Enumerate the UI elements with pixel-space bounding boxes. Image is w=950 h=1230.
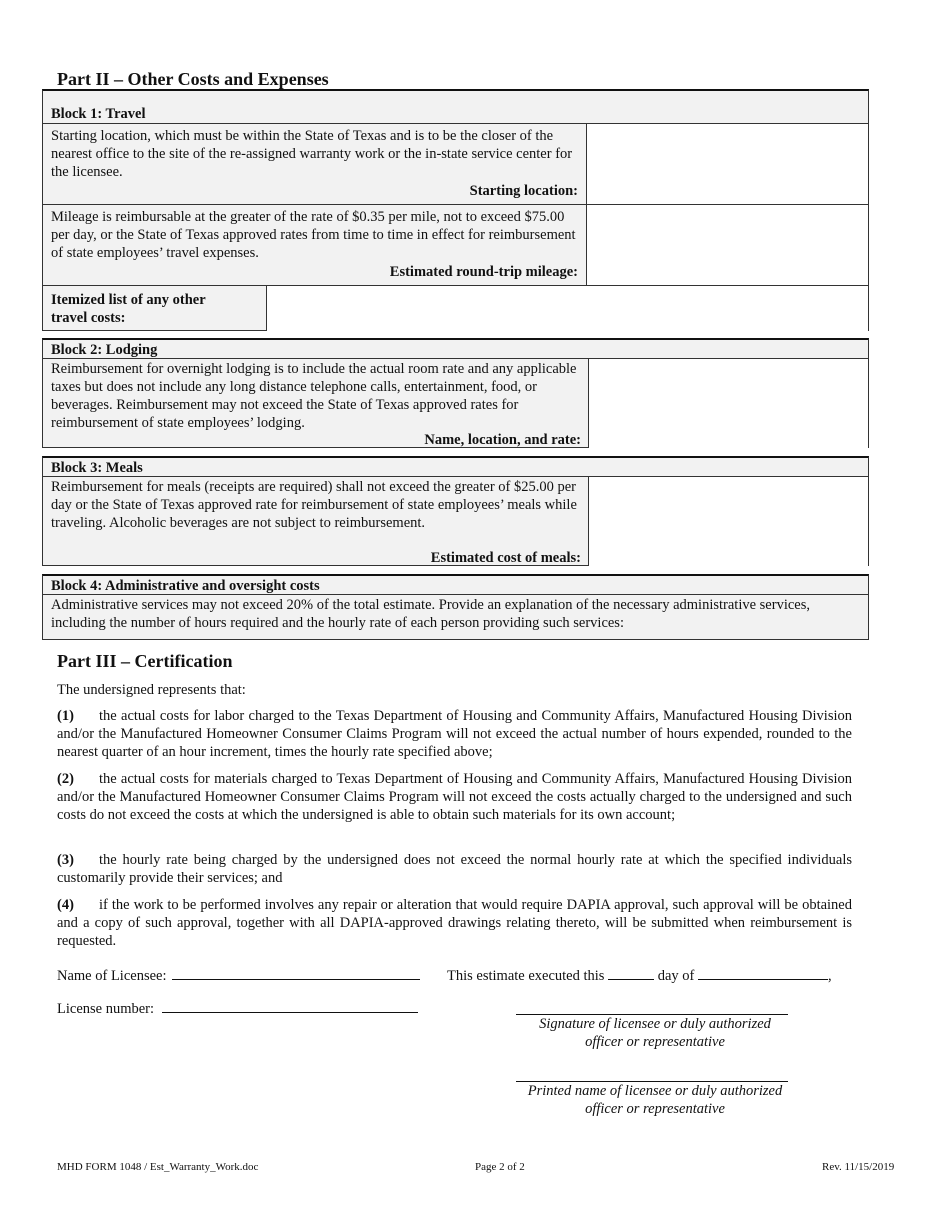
mileage-field[interactable] [586,205,868,285]
item-text: the hourly rate being charged by the undersigned does not exceed the normal hourly rate at which the specified individuals customarily provide their services; and [57,852,852,886]
mileage-text: Mileage is reimbursable at the greater of the rate of $0.35 per mile, not to exceed $75.00 per day, or the State of Texas approved rates from time to time in effect for reimbursement of state employees’ travel expenses. [51,209,576,261]
license-number-row [57,998,418,1018]
item-number: (3) [57,852,74,868]
admin-text: Administrative services may not exceed 20% of the total estimate. Provide an explanation of the necessary administrative services, including the number of hours required and the hourly rate of each person providing such services: [51,597,810,631]
other-travel-label: Itemized list of any other travel costs: [51,292,206,326]
signature-caption: Signature of licensee or duly authorized officer or representative [539,1016,771,1050]
certification-item-2 [57,770,852,824]
item-number: (4) [57,897,74,913]
meals-label: Estimated cost of meals: [430,550,581,566]
starting-location-label: Starting location: [469,183,578,199]
starting-location-field[interactable] [586,124,868,204]
executed-middle: day of [657,968,695,984]
licensee-name-row [57,965,420,985]
divider [43,594,868,595]
certification-item-4 [57,896,852,950]
printed-name-caption: Printed name of licensee or duly authorized officer or representative [527,1083,783,1117]
item-number: (2) [57,771,74,787]
executed-day-field[interactable] [608,965,654,980]
block3-title: Block 3: Meals [51,460,143,476]
part3-intro: The undersigned represents that: [57,682,246,698]
mileage-label: Estimated round-trip mileage: [389,264,578,280]
license-number-field[interactable] [162,998,418,1013]
block4-admin [42,574,869,640]
executed-suffix: , [827,968,832,984]
block1-title: Block 1: Travel [51,106,146,122]
part2-heading: Part II – Other Costs and Expenses [57,69,329,89]
licensee-name-field[interactable] [172,965,420,980]
item-text: the actual costs for labor charged to the Texas Department of Housing and Community Affairs, Manufactured Housing Division and/or the Manufactured Homeowner Consumer Claims Program will not exceed the actual number of hours expended, rounded to the nearest quarter of an hour increment, times the hourly rate specified above; [57,708,852,760]
licensee-name-label: Name of Licensee: [57,968,167,984]
meals-field[interactable] [588,477,868,566]
item-text: if the work to be performed involves any repair or alteration that would require DAPIA approval, such approval will be obtained and a copy of such approval, together with all DAPIA-approved drawings relating thereto, will be submitted when reimbursement is requested. [57,897,852,949]
executed-row [447,965,832,985]
block2-lodging [42,338,869,448]
footer-page-number: Page 2 of 2 [475,1161,525,1173]
lodging-text: Reimbursement for overnight lodging is to include the actual room rate and any applicable taxes but does not include any long distance telephone calls, entertainment, food, or beverages. Reimbursement may not exceed the State of Texas approved rates for reimbursement of state employees’ lodging. [51,361,577,431]
block3-meals [42,456,869,566]
starting-location-text: Starting location, which must be within the State of Texas and is to be the closer of the nearest office to the site of the re-assigned warranty work or the in-state service center for the licensee. [51,128,573,180]
item-number: (1) [57,708,74,724]
certification-item-1 [57,707,852,761]
license-number-label: License number: [57,1001,155,1017]
footer-form-id: MHD FORM 1048 / Est_Warranty_Work.doc [57,1161,259,1173]
lodging-label: Name, location, and rate: [424,432,581,448]
item-text: the actual costs for materials charged to Texas Department of Housing and Community Affairs, Manufactured Housing Division and/or the Manufactured Homeowner Consumer Claims Program will not exceed the costs actually charged to the undersigned and such costs do not exceed the costs at which the undersigned is able to obtain such materials for its own account; [57,771,852,823]
executed-prefix: This estimate executed this [447,968,605,984]
block2-title: Block 2: Lodging [51,342,158,358]
block4-title: Block 4: Administrative and oversight costs [51,578,320,594]
meals-text: Reimbursement for meals (receipts are required) shall not exceed the greater of $25.00 per day or the State of Texas approved rate for reimbursement of state employees’ meals while traveling. Alcoholic beverages are not subject to reimbursement. [51,479,577,531]
other-travel-field[interactable] [266,286,868,331]
certification-item-3 [57,851,852,887]
part3-heading: Part III – Certification [57,651,233,671]
footer-revision: Rev. 11/15/2019 [822,1161,895,1173]
block1-travel [42,89,869,331]
lodging-field[interactable] [588,359,868,448]
executed-month-field[interactable] [698,965,828,980]
